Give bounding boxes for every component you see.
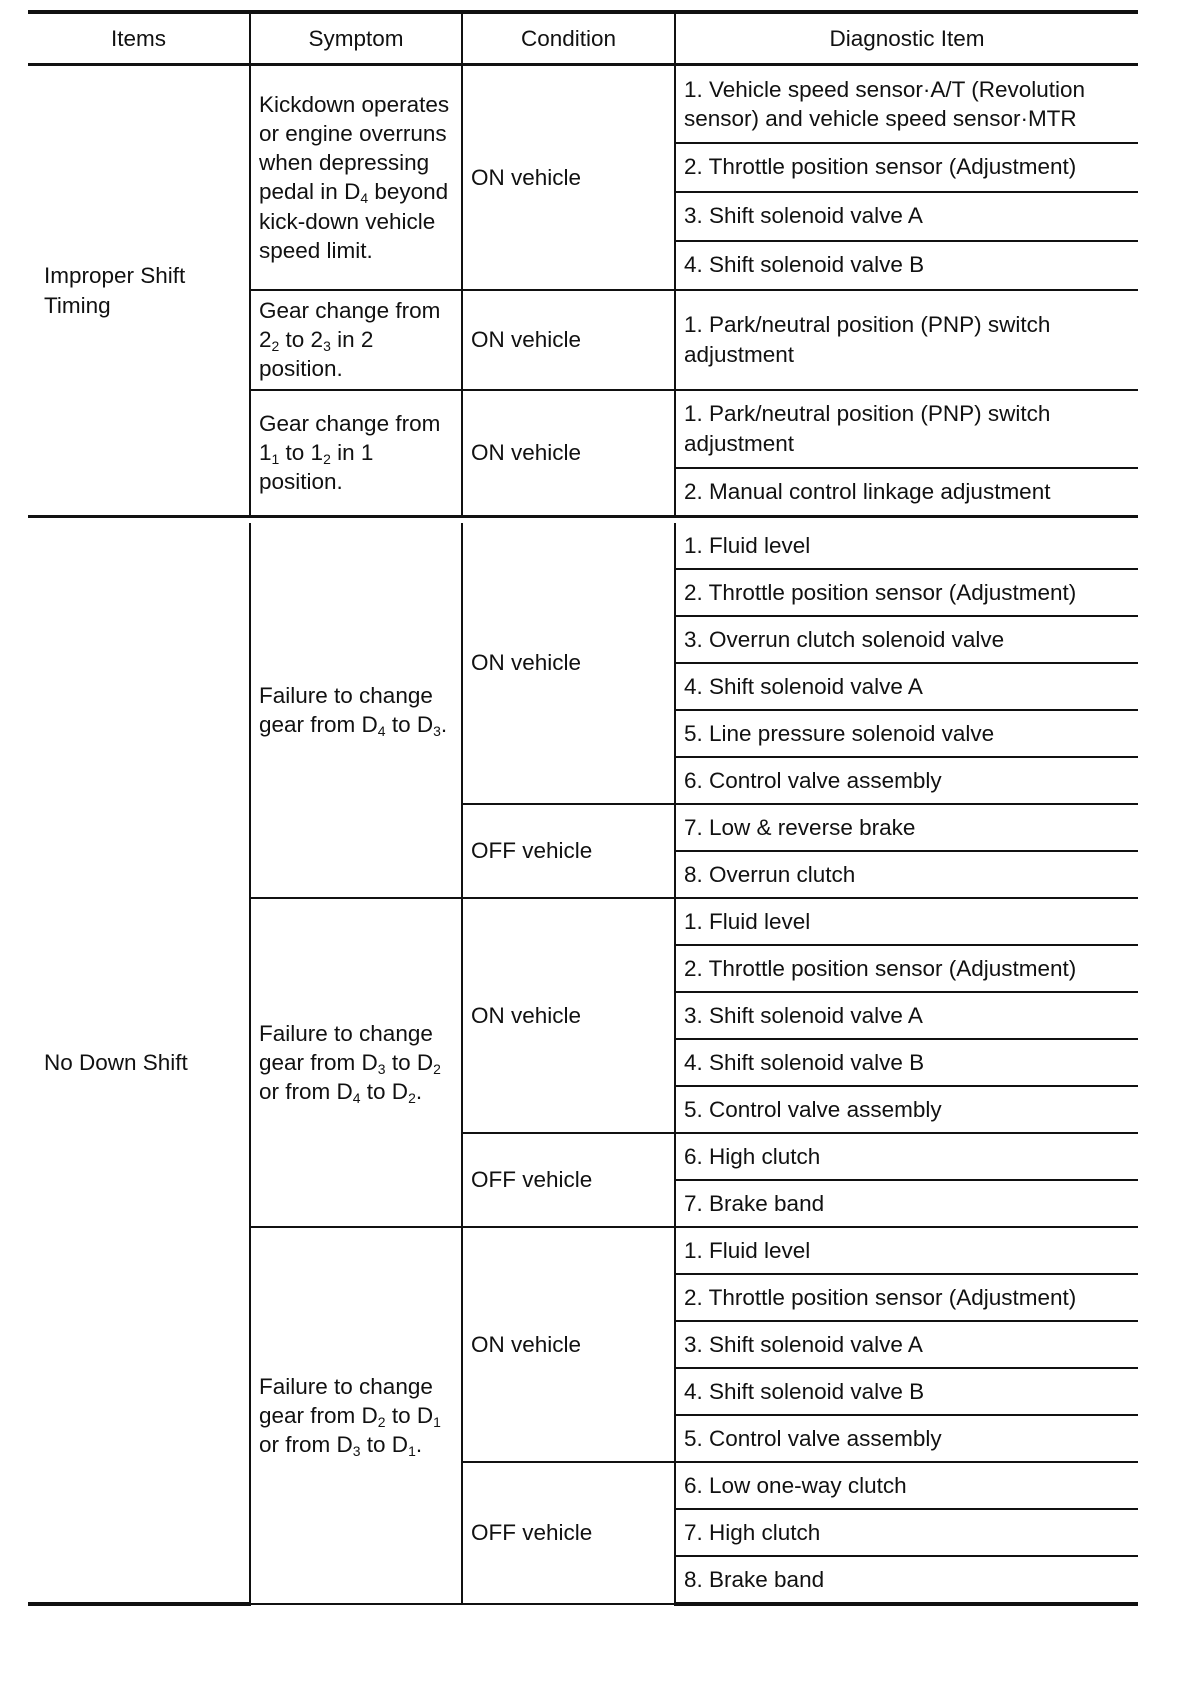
item-improper-shift-timing: Improper Shift Timing: [28, 65, 250, 517]
symptom-gear-1: Gear change from $1_1$ to $1_2$ in 1 position.: [250, 390, 462, 517]
diag-item: 3. Shift solenoid valve A: [675, 992, 1138, 1039]
diag-item: 7. High clutch: [675, 1509, 1138, 1556]
diag-item: 2. Throttle position sensor (Adjustment): [675, 569, 1138, 616]
condition-on-vehicle: ON vehicle: [462, 1227, 675, 1462]
diag-item: 4. Shift solenoid valve B: [675, 1039, 1138, 1086]
diag-item: 7. Brake band: [675, 1180, 1138, 1227]
symptom-kickdown: Kickdown operates or engine overruns when depressing pedal in $D_4$ beyond kick-down vehicle speed limit.: [250, 65, 462, 290]
diag-item: 8. Brake band: [675, 1556, 1138, 1604]
diag-item: 4. Shift solenoid valve A: [675, 663, 1138, 710]
diag-item: 1. Park/neutral position (PNP) switch adjustment: [675, 390, 1138, 468]
condition-off-vehicle: OFF vehicle: [462, 804, 675, 898]
diag-item: 7. Low & reverse brake: [675, 804, 1138, 851]
diag-item: 8. Overrun clutch: [675, 851, 1138, 898]
diag-item: 5. Line pressure solenoid valve: [675, 710, 1138, 757]
header-items: Items: [28, 12, 250, 65]
diag-item: 1. Fluid level: [675, 898, 1138, 945]
condition-off-vehicle: OFF vehicle: [462, 1462, 675, 1604]
diag-item: 1. Vehicle speed sensor·A/T (Revolution sensor) and vehicle speed sensor·MTR: [675, 65, 1138, 143]
symptom-gear-2: Gear change from $2_2$ to $2_3$ in 2 position.: [250, 290, 462, 390]
diag-item: 2. Manual control linkage adjustment: [675, 468, 1138, 517]
symptom-d4-to-d3: Failure to change gear from $D_4$ to $D_3$.: [250, 523, 462, 898]
item-no-down-shift: No Down Shift: [28, 523, 250, 1604]
diag-item: 1. Fluid level: [675, 1227, 1138, 1274]
symptom-d2-to-d1: Failure to change gear from $D_2$ to $D_1$ or from $D_3$ to $D_1$.: [250, 1227, 462, 1604]
header-condition: Condition: [462, 12, 675, 65]
diagnostic-table-no-down-shift: [28, 523, 1138, 1606]
header-row: [28, 12, 1138, 65]
diag-item: 6. Control valve assembly: [675, 757, 1138, 804]
diag-item: 6. High clutch: [675, 1133, 1138, 1180]
condition-off-vehicle: OFF vehicle: [462, 1133, 675, 1227]
diag-item: 5. Control valve assembly: [675, 1415, 1138, 1462]
diag-item: 2. Throttle position sensor (Adjustment): [675, 1274, 1138, 1321]
diag-item: 6. Low one-way clutch: [675, 1462, 1138, 1509]
header-diagnostic-item: Diagnostic Item: [675, 12, 1138, 65]
diag-item: 4. Shift solenoid valve B: [675, 1368, 1138, 1415]
diag-item: 1. Fluid level: [675, 523, 1138, 569]
condition-on-vehicle: ON vehicle: [462, 390, 675, 517]
diag-item: 2. Throttle position sensor (Adjustment): [675, 143, 1138, 192]
diag-item: 1. Park/neutral position (PNP) switch adjustment: [675, 290, 1138, 390]
header-symptom: Symptom: [250, 12, 462, 65]
diag-item: 4. Shift solenoid valve B: [675, 241, 1138, 290]
table-row: [28, 65, 1138, 143]
condition-on-vehicle: ON vehicle: [462, 898, 675, 1133]
condition-on-vehicle: ON vehicle: [462, 65, 675, 290]
diag-item: 2. Throttle position sensor (Adjustment): [675, 945, 1138, 992]
diag-item: 3. Overrun clutch solenoid valve: [675, 616, 1138, 663]
symptom-d3-to-d2: Failure to change gear from $D_3$ to $D_2$ or from $D_4$ to $D_2$.: [250, 898, 462, 1227]
condition-on-vehicle: ON vehicle: [462, 523, 675, 804]
diag-item: 5. Control valve assembly: [675, 1086, 1138, 1133]
diagnostic-table: [28, 10, 1138, 518]
diag-item: 3. Shift solenoid valve A: [675, 192, 1138, 241]
condition-on-vehicle: ON vehicle: [462, 290, 675, 390]
diag-item: 3. Shift solenoid valve A: [675, 1321, 1138, 1368]
table-row: [28, 523, 1138, 569]
